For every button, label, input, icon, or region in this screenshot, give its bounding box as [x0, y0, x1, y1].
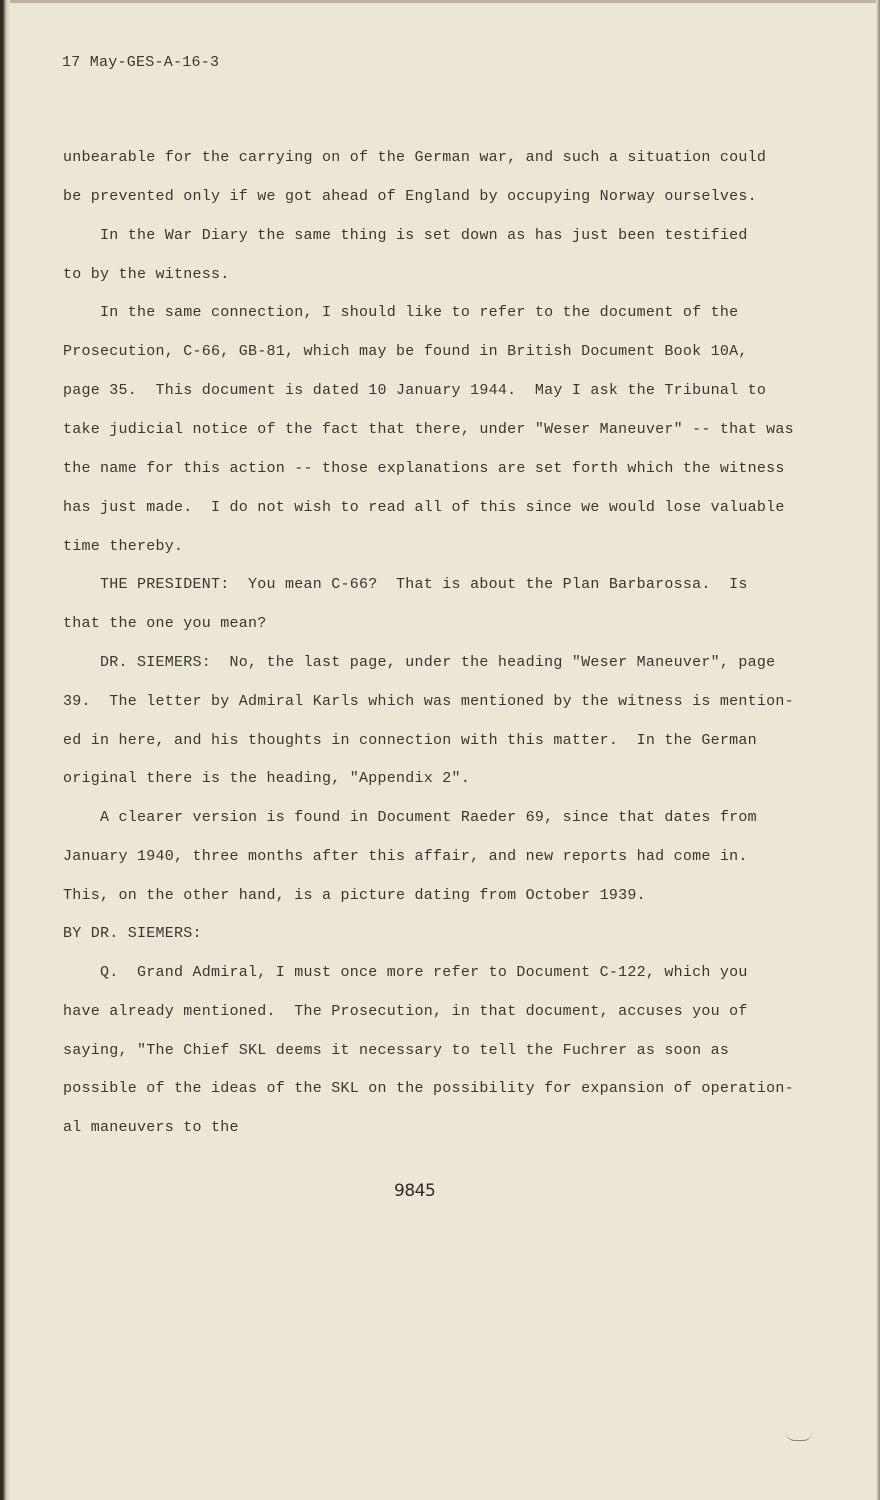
body-line-17: original there is the heading, "Appendix 2".: [63, 770, 471, 787]
body-line-26: al maneuvers to the: [63, 1119, 239, 1136]
page-top-edge: [0, 0, 880, 3]
body-line-7: page 35. This document is dated 10 January 1944. May I ask the Tribunal to: [63, 382, 767, 399]
body-line-24: saying, "The Chief SKL deems it necessary to tell the Fuchrer as soon as: [63, 1042, 730, 1059]
body-line-16: ed in here, and his thoughts in connection with this matter. In the German: [63, 732, 757, 749]
body-line-4: to by the witness.: [63, 266, 230, 283]
body-line-9: the name for this action -- those explanations are set forth which the witness: [63, 460, 785, 477]
body-line-8: take judicial notice of the fact that there, under "Weser Maneuver" -- that was: [63, 421, 794, 438]
body-line-19: January 1940, three months after this affair, and new reports had come in.: [63, 848, 748, 865]
body-line-20: This, on the other hand, is a picture dating from October 1939.: [63, 887, 646, 904]
body-line-6: Prosecution, C-66, GB-81, which may be found in British Document Book 10A,: [63, 343, 748, 360]
body-line-14: DR. SIEMERS: No, the last page, under the heading "Weser Maneuver", page: [63, 654, 776, 671]
body-line-12: THE PRESIDENT: You mean C-66? That is about the Plan Barbarossa. Is: [63, 576, 748, 593]
body-line-21: BY DR. SIEMERS:: [63, 925, 202, 942]
body-line-10: has just made. I do not wish to read all of this since we would lose valuable: [63, 499, 785, 516]
body-line-2: be prevented only if we got ahead of England by occupying Norway ourselves.: [63, 188, 757, 205]
body-line-25: possible of the ideas of the SKL on the possibility for expansion of operation-: [63, 1080, 794, 1097]
document-id: 17 May-GES-A-16-3: [62, 54, 220, 71]
page-right-edge: [876, 0, 880, 1500]
body-line-15: 39. The letter by Admiral Karls which was mentioned by the witness is mention-: [63, 693, 794, 710]
body-line-18: A clearer version is found in Document Raeder 69, since that dates from: [63, 809, 757, 826]
body-line-13: that the one you mean?: [63, 615, 267, 632]
page-number: 9845: [394, 1181, 436, 1201]
body-line-3: In the War Diary the same thing is set down as has just been testified: [63, 227, 748, 244]
body-line-23: have already mentioned. The Prosecution, in that document, accuses you of: [63, 1003, 748, 1020]
body-line-11: time thereby.: [63, 538, 184, 555]
body-line-1: unbearable for the carrying on of the German war, and such a situation could: [63, 149, 767, 166]
binding-edge: [0, 0, 10, 1500]
body-line-5: In the same connection, I should like to refer to the document of the: [63, 304, 739, 321]
pencil-mark: [786, 1432, 812, 1441]
body-line-22: Q. Grand Admiral, I must once more refer to Document C-122, which you: [63, 964, 748, 981]
